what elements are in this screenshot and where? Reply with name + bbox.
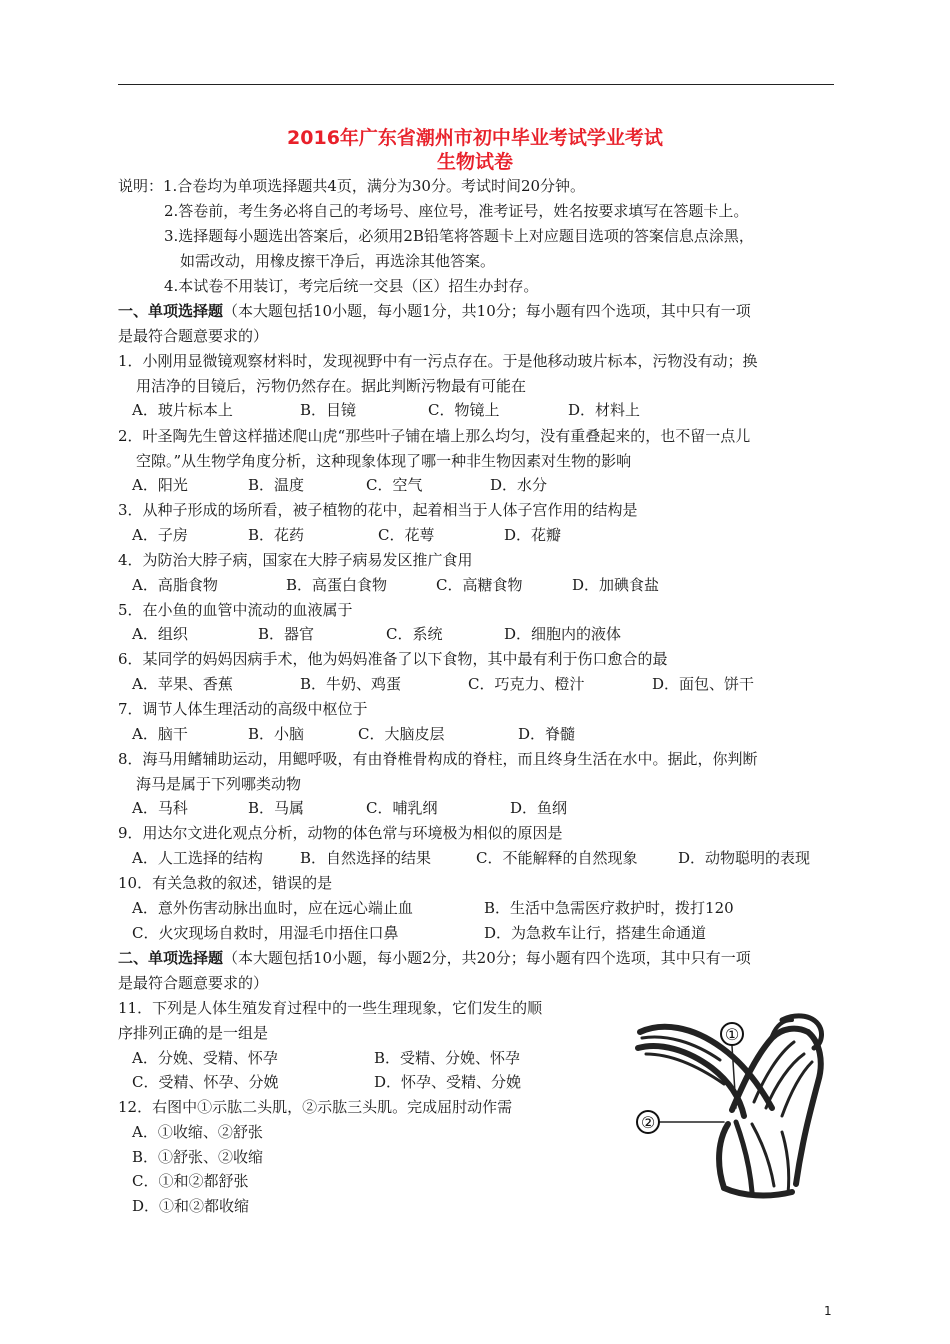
option: B．目镜 — [300, 401, 357, 419]
option: D．怀孕、受精、分娩 — [374, 1073, 522, 1091]
option: A．玻片标本上 — [132, 401, 233, 419]
question-stem: 6．某同学的妈妈因病手术，他为妈妈准备了以下食物，其中最有利于伤口愈合的最 — [118, 650, 668, 668]
question-stem: 1．小刚用显微镜观察材料时，发现视野中有一污点存在。于是他移动玻片标本，污物没有动；换 — [118, 352, 758, 370]
option: B．器官 — [258, 625, 315, 643]
option: D．为急救车让行，搭建生命通道 — [484, 924, 707, 942]
option: A．意外伤害动脉出血时，应在远心端止血 — [132, 899, 413, 917]
option: B．小脑 — [248, 725, 305, 743]
figure-label-1: ① — [724, 1025, 740, 1044]
question-stem: 4．为防治大脖子病，国家在大脖子病易发区推广食用 — [118, 551, 473, 569]
option: C．系统 — [386, 625, 443, 643]
option: C．巧克力、橙汁 — [468, 675, 585, 693]
option: A．分娩、受精、怀孕 — [132, 1049, 278, 1067]
option: D．动物聪明的表现 — [678, 849, 811, 867]
question-stem: 序排列正确的是一组是 — [118, 1024, 269, 1042]
figure-label-2: ② — [640, 1113, 656, 1132]
question-stem: 空隙。”从生物学角度分析，这种现象体现了哪一种非生物因素对生物的影响 — [136, 452, 632, 470]
option: D．花瓣 — [504, 526, 562, 544]
option: D．水分 — [490, 476, 548, 494]
section-description: 是最符合题意要求的） — [118, 327, 269, 345]
section-description: （本大题包括10小题，每小题1分，共10分；每小题有四个选项，其中只有一项 — [223, 302, 751, 320]
question-stem: 8．海马用鳍辅助运动，用鳃呼吸，有由脊椎骨构成的脊柱，而且终身生活在水中。据此，你判断 — [118, 750, 758, 768]
question-stem: 11．下列是人体生殖发育过程中的一些生理现象，它们发生的顺 — [118, 999, 543, 1017]
section-header — [118, 947, 751, 969]
page-subtitle: 生物试卷 — [436, 151, 513, 173]
option: B．生活中急需医疗救护时，拨打120 — [484, 899, 734, 917]
option: C．空气 — [366, 476, 423, 494]
option: D．①和②都收缩 — [132, 1197, 250, 1215]
option: B．高蛋白食物 — [286, 576, 388, 594]
instruction-line: 3.选择题每小题选出答案后，必须用2B铅笔将答题卡上对应题目选项的答案信息点涂黑， — [164, 227, 754, 245]
option: D．面包、饼干 — [652, 675, 755, 693]
option: C．大脑皮层 — [358, 725, 445, 743]
page-title: 2016年广东省潮州市初中毕业考试学业考试 — [287, 127, 663, 149]
option: B．花药 — [248, 526, 305, 544]
question-stem: 12．右图中①示肱二头肌，②示肱三头肌。完成屈肘动作需 — [118, 1098, 513, 1116]
option: A．①收缩、②舒张 — [132, 1123, 263, 1141]
option: D．脊髓 — [518, 725, 576, 743]
instruction-line: 说明：1.合卷均为单项选择题共4页，满分为30分。考试时间20分钟。 — [118, 177, 586, 195]
option: C．物镜上 — [428, 401, 500, 419]
option: A．子房 — [132, 526, 188, 544]
page-number: 1 — [824, 1304, 832, 1318]
arm-muscle-figure — [632, 1012, 830, 1212]
option: B．温度 — [248, 476, 305, 494]
question-stem: 9．用达尔文进化观点分析，动物的体色常与环境极为相似的原因是 — [118, 824, 563, 842]
option: A．苹果、香蕉 — [132, 675, 233, 693]
section-header — [118, 300, 751, 322]
question-stem: 3．从种子形成的场所看，被子植物的花中，起着相当于人体子宫作用的结构是 — [118, 501, 638, 519]
instruction-line: 如需改动，用橡皮擦干净后，再选涂其他答案。 — [180, 252, 496, 270]
option: B．马属 — [248, 799, 305, 817]
instruction-line: 4.本试卷不用装订，考完后统一交县（区）招生办封存。 — [164, 277, 539, 295]
option: C．受精、怀孕、分娩 — [132, 1073, 279, 1091]
section-heading: 一、单项选择题 — [118, 302, 224, 320]
question-stem: 10．有关急救的叙述，错误的是 — [118, 874, 333, 892]
section-description: 是最符合题意要求的） — [118, 974, 269, 992]
option: C．不能解释的自然现象 — [476, 849, 638, 867]
question-stem: 用洁净的目镜后，污物仍然存在。据此判断污物最有可能在 — [136, 377, 527, 395]
option: D．细胞内的液体 — [504, 625, 622, 643]
question-stem: 2．叶圣陶先生曾这样描述爬山虎“那些叶子铺在墙上那么均匀，没有重叠起来的，也不留一点儿 — [118, 427, 751, 445]
option: A．阳光 — [132, 476, 188, 494]
top-rule — [118, 84, 834, 85]
section-description: （本大题包括10小题，每小题2分，共20分；每小题有四个选项，其中只有一项 — [223, 949, 751, 967]
option: B．受精、分娩、怀孕 — [374, 1049, 521, 1067]
option: C．花萼 — [378, 526, 435, 544]
option: C．哺乳纲 — [366, 799, 438, 817]
option: C．火灾现场自救时，用湿毛巾捂住口鼻 — [132, 924, 399, 942]
section-heading: 二、单项选择题 — [118, 949, 224, 967]
option: D．材料上 — [568, 401, 641, 419]
option: A．马科 — [132, 799, 188, 817]
option: C．高糖食物 — [436, 576, 523, 594]
option: D．加碘食盐 — [572, 576, 660, 594]
option: C．①和②都舒张 — [132, 1172, 249, 1190]
option: B．自然选择的结果 — [300, 849, 432, 867]
option: B．牛奶、鸡蛋 — [300, 675, 402, 693]
instruction-line: 2.答卷前，考生务必将自己的考场号、座位号，准考证号，姓名按要求填写在答题卡上。 — [164, 202, 749, 220]
option: A．高脂食物 — [132, 576, 218, 594]
option: A．脑干 — [132, 725, 188, 743]
option: A．组织 — [132, 625, 188, 643]
option: B．①舒张、②收缩 — [132, 1148, 264, 1166]
question-stem: 7．调节人体生理活动的高级中枢位于 — [118, 700, 368, 718]
option: D．鱼纲 — [510, 799, 568, 817]
question-stem: 海马是属于下列哪类动物 — [136, 775, 302, 793]
option: A．人工选择的结构 — [132, 849, 263, 867]
question-stem: 5．在小鱼的血管中流动的血液属于 — [118, 601, 353, 619]
